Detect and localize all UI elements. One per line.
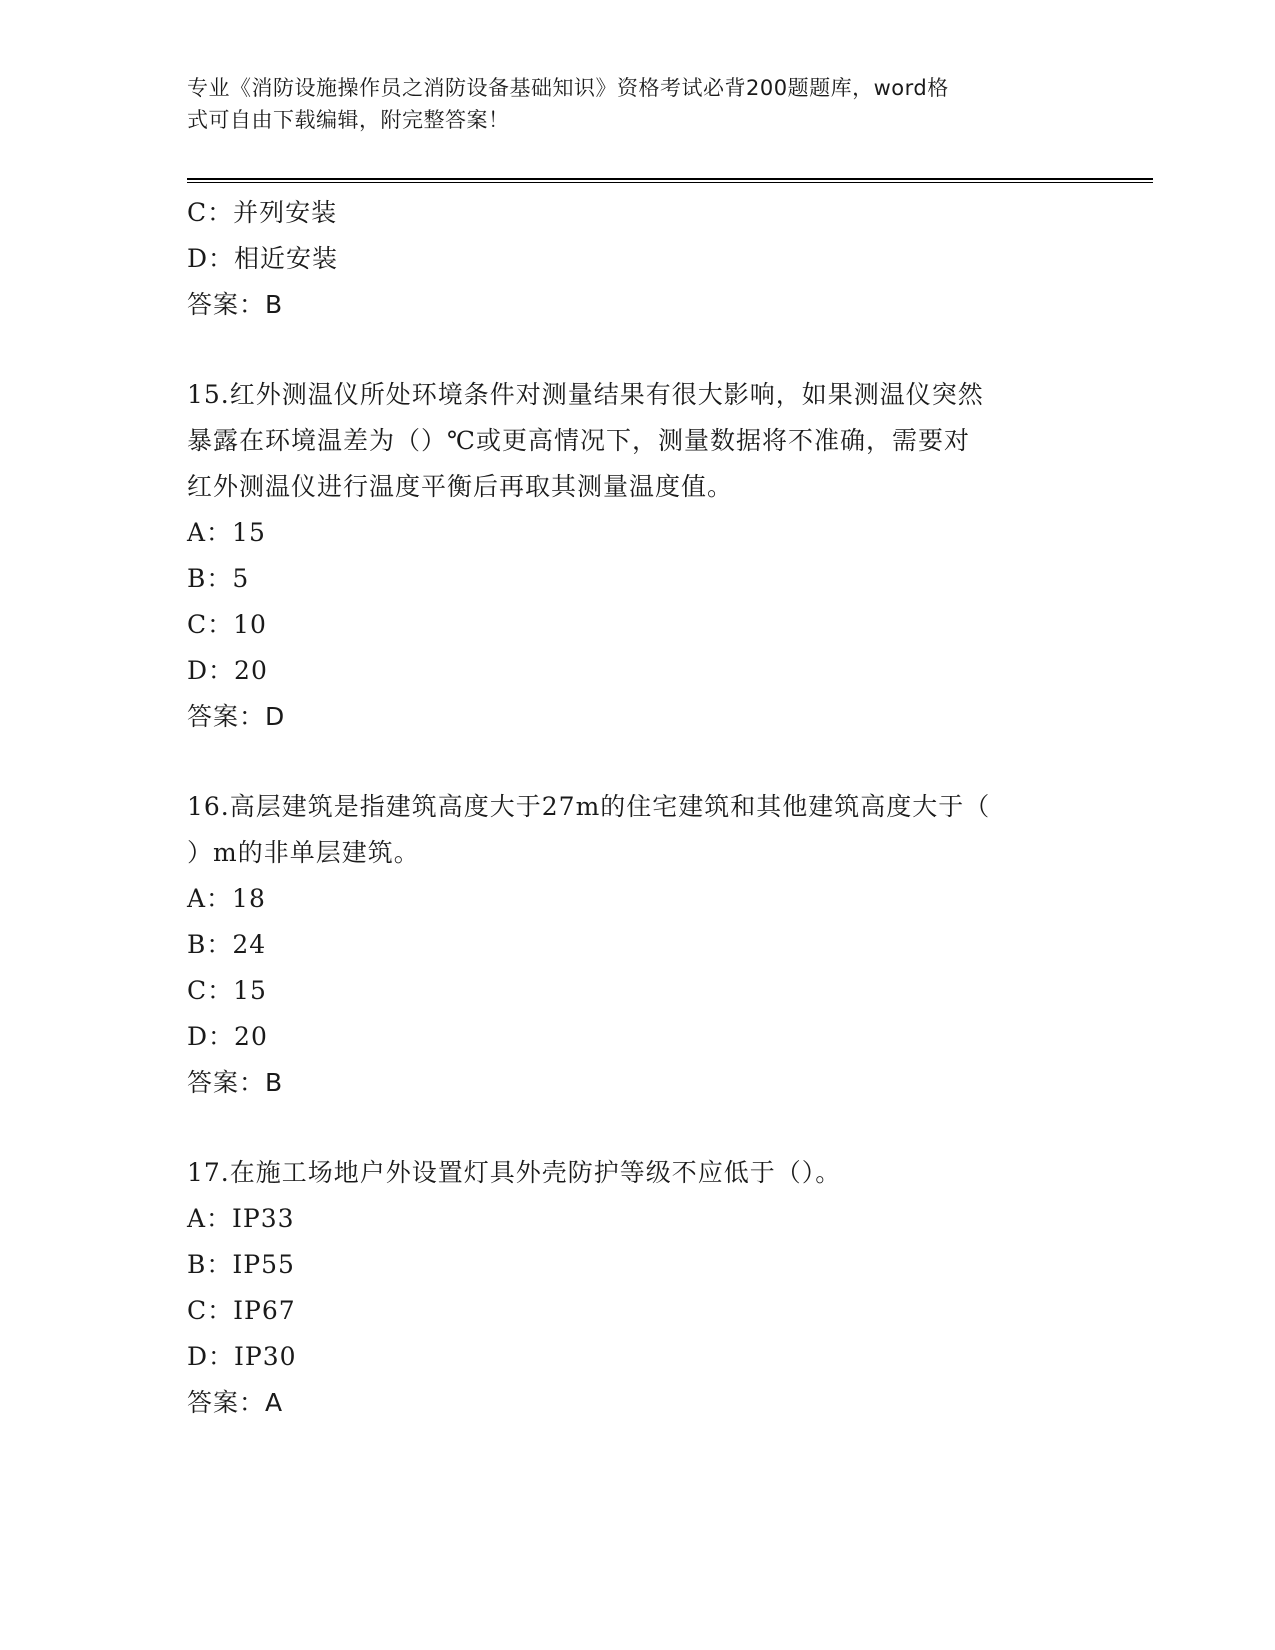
option-d: D：相近安装 [187, 244, 339, 273]
header-line-1: 专业《消防设施操作员之消防设备基础知识》资格考试必背200题题库，word格 [187, 76, 949, 100]
option-a: A：18 [187, 884, 266, 913]
option-c: C：IP67 [187, 1296, 296, 1325]
option-a: A：IP33 [187, 1204, 295, 1233]
option-d: D：20 [187, 656, 268, 685]
option-d: D：20 [187, 1022, 268, 1051]
option-a: A：15 [187, 518, 266, 547]
question-block-16 [187, 784, 1087, 1106]
question-stem: 暴露在环境温差为（）℃或更高情况下，测量数据将不准确，需要对 [187, 426, 970, 455]
option-c: C：15 [187, 976, 267, 1005]
question-list [187, 190, 1087, 1426]
question-block-17 [187, 1150, 1087, 1426]
option-b: B：5 [187, 564, 250, 593]
option-b: B：24 [187, 930, 267, 959]
question-stem: 15.红外测温仪所处环境条件对测量结果有很大影响，如果测温仪突然 [187, 380, 984, 409]
answer-line: 答案：A [187, 1388, 284, 1417]
question-stem: 16.高层建筑是指建筑高度大于27m的住宅建筑和其他建筑高度大于（ [187, 792, 991, 821]
option-d: D：IP30 [187, 1342, 297, 1371]
option-b: B：IP55 [187, 1250, 295, 1279]
question-block-14 [187, 190, 1087, 328]
question-stem: ）m的非单层建筑。 [187, 838, 420, 867]
question-stem: 17.在施工场地户外设置灯具外壳防护等级不应低于（）。 [187, 1158, 842, 1187]
option-c: C：并列安装 [187, 198, 338, 227]
answer-line: 答案：B [187, 1068, 284, 1097]
header-line-2: 式可自由下载编辑，附完整答案！ [187, 108, 510, 132]
header-divider-thin [187, 182, 1153, 183]
answer-line: 答案：D [187, 702, 286, 731]
answer-line: 答案：B [187, 290, 284, 319]
header-divider-thick [187, 178, 1153, 180]
document-header [187, 72, 1067, 136]
question-stem: 红外测温仪进行温度平衡后再取其测量温度值。 [187, 472, 734, 501]
option-c: C：10 [187, 610, 267, 639]
question-block-15 [187, 372, 1087, 740]
